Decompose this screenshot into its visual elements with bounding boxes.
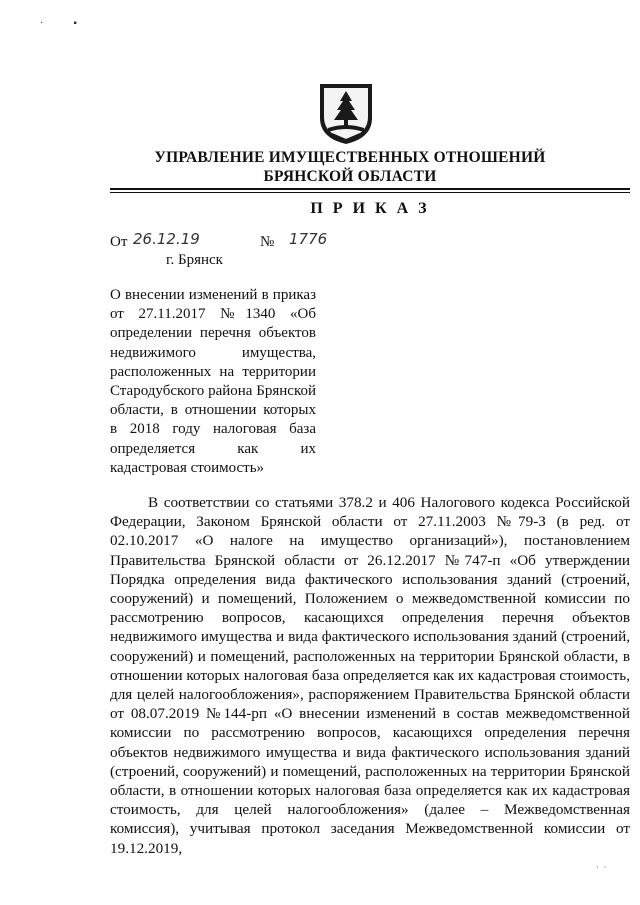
scan-specks: · ▪ xyxy=(40,18,77,29)
scan-mark: · · xyxy=(596,862,607,872)
number-label: № xyxy=(260,234,275,250)
header-divider-thin xyxy=(110,192,630,193)
handwritten-date: 26.12.19 xyxy=(133,230,200,248)
order-subject: О внесении изменений в приказ от 27.11.2017 №1340 «Об определении перечня объектов недвижимого имущества, расположенных на территории Стародубского района Брянской области, в отношении которых в 2018 году налоговая база определяется как их кадастровая стоимость» xyxy=(110,287,316,476)
city-name: г. Брянск xyxy=(166,252,223,268)
organization-name-line2: БРЯНСКОЙ ОБЛАСТИ xyxy=(263,168,437,185)
handwritten-number: 1776 xyxy=(289,230,328,248)
coat-of-arms-icon xyxy=(318,82,374,146)
date-label: От xyxy=(110,234,128,250)
organization-name-line1: УПРАВЛЕНИЕ ИМУЩЕСТВЕННЫХ ОТНОШЕНИЙ xyxy=(154,149,546,166)
document-title: П Р И К А З xyxy=(310,200,430,217)
header-divider-thick xyxy=(110,188,630,190)
order-body-paragraph: В соответствии со статьями 378.2 и 406 Налогового кодекса Российской Федерации, Законом Брянской области от 27.11.2003 №79-З (в ред. от 02.10.2017 «О налоге на имущество организаций»), постановлением Правительства Брянской области от 26.12.2017 №747-п «Об утверждении Порядка определения вида фактического использования зданий (строений, сооружений) и помещений, Положением о межведомственной комиссии по рассмотрению вопросов, касающихся определения перечня объектов недвижимого имущества и вида фактического использования зданий (строений, сооружений) и помещений, расположенных на территории Брянской области, в отношении которых налоговая база определяется как их кадастровая стоимость, для целей налогообложения», распоряжением Правительства Брянской области от 08.07.2019 №144-рп «О внесении изменений в состав межведомственной комиссии по рассмотрению вопросов, касающихся определения перечня объектов недвижимого имущества и вида фактического использования зданий (строений, сооружений) и помещений, расположенных на территории Брянской области, в отношении которых налоговая база определяется как их кадастровая стоимость, для целей налогообложения» (далее – Межведомственная комиссия), учитывая протокол заседания Межведомственной комиссии от 19.12.2019, xyxy=(110,494,630,857)
